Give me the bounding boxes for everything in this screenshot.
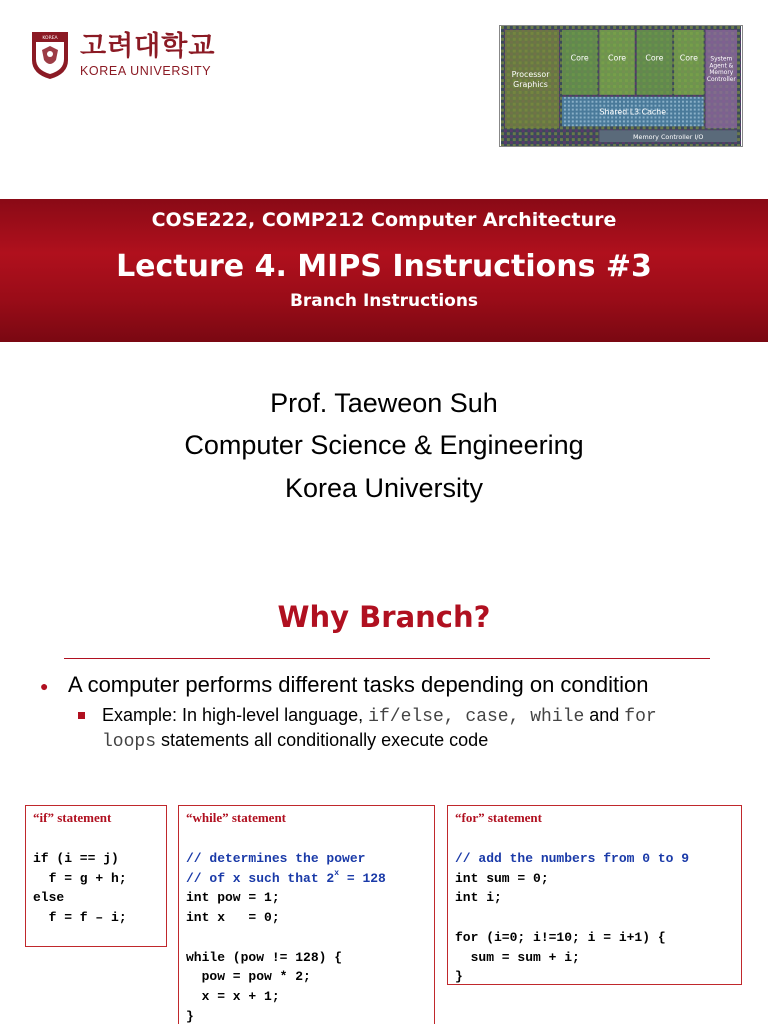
code-block: if (i == j) f = g + h; else f = f – i; [33, 851, 127, 926]
slide-title: Why Branch? [277, 600, 491, 634]
title-divider [64, 658, 710, 659]
code-block: // add the numbers from 0 to 9 int sum = 0; int i; for (i=0; i!=10; i = i+1) { sum = sum + i; } [455, 851, 690, 985]
sub-bullet-line-2: loops statements all conditionally execute code [102, 730, 489, 752]
university-logo [30, 30, 215, 80]
svg-text:Memory: Memory [709, 70, 734, 77]
svg-text:Core: Core [570, 53, 589, 63]
svg-text:Core: Core [645, 53, 664, 63]
if-statement-box [25, 805, 167, 947]
logo-english-text: KOREA UNIVERSITY [80, 64, 212, 78]
processor-die-image [499, 25, 743, 147]
code-block: // determines the power // of x such that $2^x = 128$ int pow = 1; int x = 0; while (pow != 128) { pow = pow * 2; x = x + 1; } [186, 851, 386, 1024]
author-name: Prof. Taeweon Suh [270, 388, 498, 418]
svg-text:Memory Controller I/O: Memory Controller I/O [633, 133, 704, 142]
for-statement-box [447, 805, 742, 985]
while-statement-box [178, 805, 435, 1024]
lecture-subtitle: Branch Instructions [289, 291, 479, 311]
sub-bullet-square-icon [78, 712, 85, 719]
svg-text:System: System [710, 56, 733, 63]
svg-text:Shared L3 Cache: Shared L3 Cache [599, 107, 667, 117]
logo-korean-text: 고려대학교 [80, 31, 216, 62]
box-header: “while” statement [186, 810, 287, 825]
university-seal-icon [30, 30, 70, 80]
svg-text:Core: Core [607, 53, 627, 63]
box-header: “for” statement [455, 810, 542, 825]
svg-text:KOREA: KOREA [42, 36, 58, 41]
svg-text:Graphics: Graphics [513, 79, 548, 89]
bullet-dot-icon: ● [40, 678, 49, 694]
lecture-title: Lecture 4. MIPS Instructions #3 [116, 249, 652, 284]
author-university: Korea University [284, 473, 484, 503]
title-band [0, 199, 768, 342]
bullet-text: A computer performs different tasks depending on condition [68, 672, 649, 697]
svg-text:Core: Core [679, 53, 698, 63]
course-title: COSE222, COMP212 Computer Architecture [151, 209, 617, 231]
svg-text:Processor: Processor [511, 70, 550, 80]
svg-text:Agent &: Agent & [709, 63, 734, 70]
sub-bullet-line-1: Example: In high-level language, if/else, case, while and for [102, 705, 657, 727]
box-header: “if” statement [33, 810, 112, 825]
svg-text:Controller: Controller [706, 77, 736, 84]
author-department: Computer Science & Engineering [184, 430, 584, 460]
